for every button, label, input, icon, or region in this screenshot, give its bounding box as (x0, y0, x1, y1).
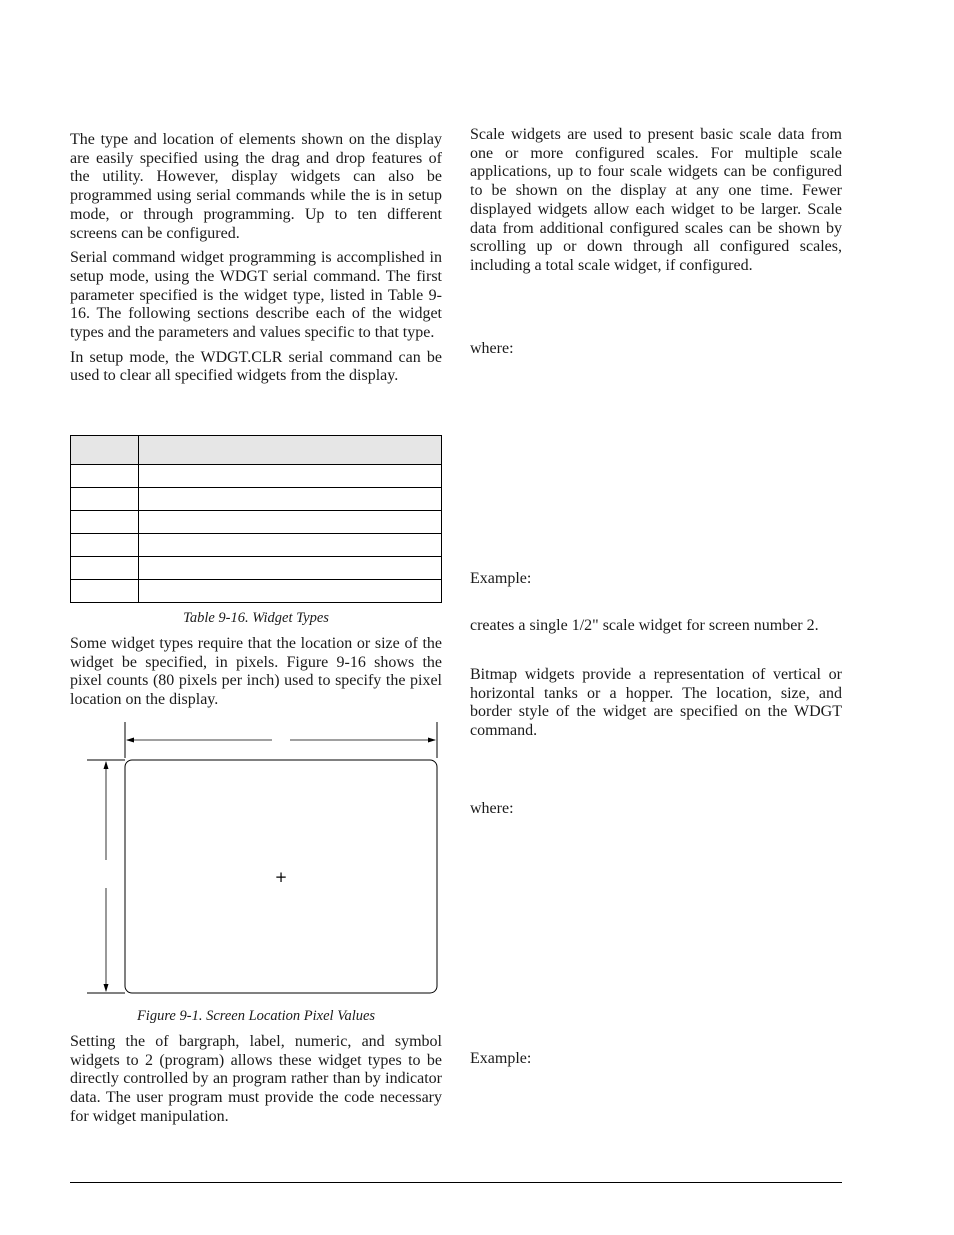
table-cell (71, 557, 139, 580)
footer-rule (70, 1182, 842, 1183)
bitmap-paragraph-block (470, 666, 842, 741)
serial-command-paragraph: Serial command widget programming is accomplished in setup mode, using the WDGT serial command. The first parameter specified is the widget type, listed in Table 9-16. The following sections describe each of the widget types and the parameters and values specific to that type. (70, 249, 442, 342)
table-row (71, 557, 442, 580)
table-header-row (71, 436, 442, 465)
width-arrowhead-left (126, 738, 134, 743)
right-column (470, 126, 842, 276)
table-row (71, 580, 442, 603)
center-mark: + (274, 868, 288, 886)
pixel-paragraph-block (70, 635, 442, 710)
table-cell (139, 557, 442, 580)
intro-paragraph: The type and location of elements shown on the display are easily specified using the drag and drop features of the utility. However, display widgets can also be programmed using serial commands while the is in setup mode, or through programming. Up to ten different screens can be configured. (70, 131, 442, 242)
program-paragraph: Setting the of bargraph, label, numeric, and symbol widgets to 2 (program) allows these widget types to be directly controlled by an program rather than by indicator data. The user program must provide the code necessary for widget manipulation. (70, 1033, 442, 1125)
table-cell (71, 534, 139, 557)
table-caption: Table 9-16. Widget Types (183, 610, 329, 626)
table-row (71, 534, 442, 557)
height-arrowhead-top (104, 761, 109, 769)
height-arrowhead-bottom (104, 984, 109, 992)
figure-caption: Figure 9-1. Screen Location Pixel Values (136, 1008, 376, 1024)
table-header-cell (71, 436, 139, 465)
table-row (71, 488, 442, 511)
table-cell (71, 580, 139, 603)
bitmap-widgets-paragraph: Bitmap widgets provide a representation of vertical or horizontal tanks or a hopper. The location, size, and border style of the widget are specified on the WDGT command. (470, 666, 842, 740)
program-paragraph-block (70, 1033, 442, 1127)
table-cell (139, 534, 442, 557)
table-row (71, 511, 442, 534)
table-cell (139, 580, 442, 603)
where-label-2: where: (470, 800, 514, 817)
table-cell (139, 488, 442, 511)
wdgt-clr-paragraph: In setup mode, the WDGT.CLR serial command can be used to clear all specified widgets from the display. (70, 348, 442, 385)
example-description-1: creates a single 1/2" scale widget for screen number 2. (470, 617, 819, 634)
pixel-count-paragraph: Some widget types require that the location or size of the widget be specified, in pixels. Figure 9-16 shows the pixel counts (80 pixels per inch) used to specify the pixel location on the display. (70, 635, 442, 709)
widget-types-table (70, 435, 442, 603)
table-cell (139, 465, 442, 488)
table-cell (71, 511, 139, 534)
table-row (71, 465, 442, 488)
example-label-1: Example: (470, 570, 532, 587)
scale-widgets-paragraph: Scale widgets are used to present basic scale data from one or more configured scales. For multiple scale applications, up to four scale widgets can be configured to be shown on the display at any one time. Fewer displayed widgets allow each widget to be larger. Scale data from additional configured scales can be shown by scrolling up or down through all configured scales, including a total scale widget, if configured. (470, 126, 842, 274)
width-arrowhead-right (428, 738, 436, 743)
screen-outline (125, 760, 437, 993)
left-column (70, 131, 442, 386)
table-cell (71, 488, 139, 511)
table-header-cell (139, 436, 442, 465)
table-cell (139, 511, 442, 534)
where-label-1: where: (470, 340, 514, 357)
table-cell (71, 465, 139, 488)
example-label-2: Example: (470, 1050, 532, 1067)
